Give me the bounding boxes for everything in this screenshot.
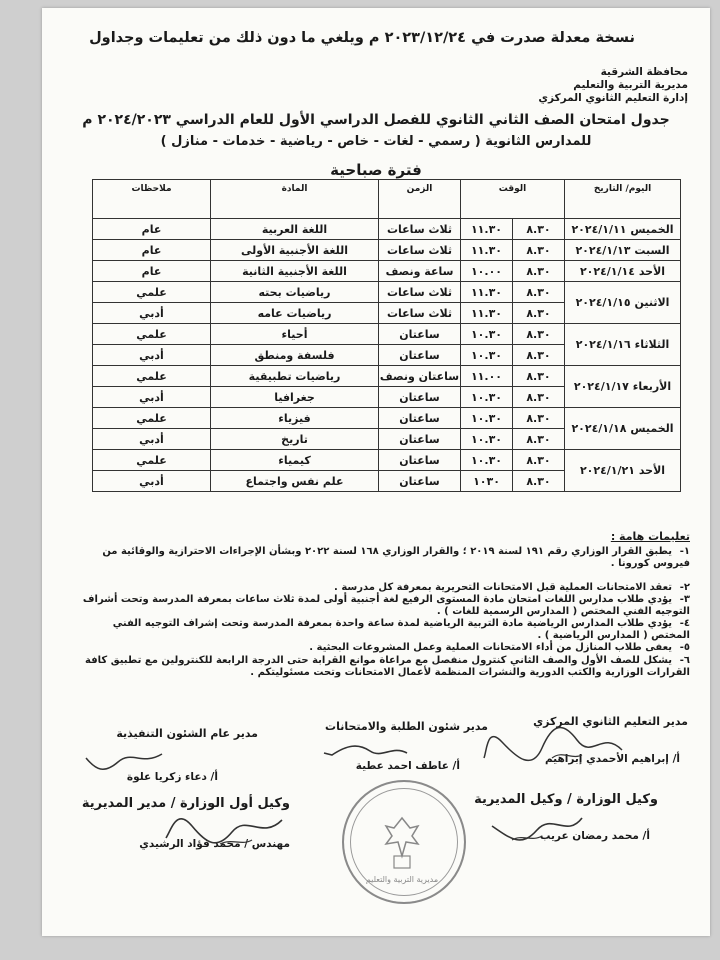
notes-cell: علمي: [93, 366, 211, 387]
signature-title-first-undersecretary: وكيل أول الوزارة / مدير المديرية: [81, 796, 290, 811]
duration-cell: ساعتان: [379, 429, 461, 450]
instruction-item: [80, 655, 690, 679]
revision-note: نسخة معدلة صدرت في ٢٠٢٣/١٢/٢٤ م ويلغي ما دون ذلك من تعليمات وجداول: [89, 30, 635, 46]
time-from-cell: ٨.٣٠: [513, 303, 565, 324]
instruction-text: يؤدي طلاب المدارس الرياضية مادة التربية الرياضية لمدة ساعة واحدة بمعرفة المدرسة وتحت إشراف التوجيه الفني المختص ( المدارس الرياضية ) .: [112, 618, 690, 641]
header-notes: ملاحظات: [93, 180, 211, 219]
notes-cell: علمي: [93, 324, 211, 345]
subject-cell: رياضيات بحته: [211, 282, 379, 303]
time-to-cell: ١٠.٣٠: [461, 450, 513, 471]
instruction-text: يطبق القرار الوزاري رقم ١٩١ لسنة ٢٠١٩ ؛ والقرار الوزاري ١٦٨ لسنة ٢٠٢٢ وبشأن الإجراءات الاحترازية والوقائية من فيروس كورونا .: [102, 546, 690, 569]
subject-cell: اللغة الأجنبية الثانية: [211, 261, 379, 282]
signature-scribble-students-affairs: [322, 741, 412, 763]
subject-cell: رياضيات عامه: [211, 303, 379, 324]
instruction-text: يؤدي طلاب مدارس اللغات امتحان مادة المستوى الرفيع لغة أجنبية أولى لمدة ثلاث ساعات بمعرفة المدرسة وتحت أشراف التوجيه الفني المختص ( المدارس الرسمية للغات ) .: [82, 594, 690, 617]
table-row: [93, 366, 681, 387]
subject-cell: فلسفة ومنطق: [211, 345, 379, 366]
time-to-cell: ١١.٠٠: [461, 366, 513, 387]
time-to-cell: ١١.٣٠: [461, 282, 513, 303]
table-row: [93, 261, 681, 282]
signature-scribble-undersecretary: [482, 808, 592, 843]
instruction-item: [80, 618, 690, 642]
instruction-text: يعفى طلاب المنازل من أداء الامتحانات العملية وعمل المشروعات البحثية .: [309, 642, 672, 653]
table-row: [93, 219, 681, 240]
notes-cell: علمي: [93, 408, 211, 429]
authority-governorate: محافظة الشرقية: [600, 66, 688, 78]
signature-title-secondary-director: مدير التعليم الثانوي المركزي: [533, 715, 688, 728]
instruction-text: تعقد الامتحانات العملية قبل الامتحانات التحريرية بمعرفة كل مدرسة .: [334, 582, 672, 593]
table-row: [93, 282, 681, 303]
time-from-cell: ٨.٣٠: [513, 261, 565, 282]
day-date-cell: السبت ٢٠٢٤/١/١٣: [565, 240, 681, 261]
time-to-cell: ١٠.٣٠: [461, 387, 513, 408]
day-date-cell: الأحد ٢٠٢٤/١/١٤: [565, 261, 681, 282]
time-from-cell: ٨.٣٠: [513, 429, 565, 450]
day-date-cell: الأحد ٢٠٢٤/١/٢١: [565, 450, 681, 492]
instruction-item: [80, 642, 690, 654]
day-date-cell: الخميس ٢٠٢٤/١/١٨: [565, 408, 681, 450]
instruction-number: ٦-: [679, 655, 690, 666]
table-header-row: [93, 180, 681, 219]
signature-name-secondary-director: أ/ إبراهيم الأحمدي إبراهيم: [544, 753, 680, 765]
notes-cell: علمي: [93, 282, 211, 303]
session-label: فترة صباحية: [330, 161, 422, 179]
notes-cell: علمي: [93, 450, 211, 471]
notes-cell: أدبي: [93, 303, 211, 324]
time-from-cell: ٨.٣٠: [513, 408, 565, 429]
signature-scribble-executive-affairs: [82, 746, 172, 774]
time-to-cell: ١١.٣٠: [461, 240, 513, 261]
day-date-cell: الأربعاء ٢٠٢٤/١/١٧: [565, 366, 681, 408]
time-from-cell: ٨.٣٠: [513, 324, 565, 345]
instruction-number: ٥-: [679, 642, 690, 653]
duration-cell: ثلاث ساعات: [379, 240, 461, 261]
time-from-cell: ٨.٣٠: [513, 345, 565, 366]
day-date-cell: الثلاثاء ٢٠٢٤/١/١٦: [565, 324, 681, 366]
notes-cell: أدبي: [93, 429, 211, 450]
time-from-cell: ٨.٣٠: [513, 282, 565, 303]
subject-cell: كيمياء: [211, 450, 379, 471]
signature-title-students-affairs: مدير شئون الطلبة والامتحانات: [325, 720, 488, 733]
authority-department: إدارة التعليم الثانوي المركزي: [538, 92, 688, 104]
time-to-cell: ١٠.٣٠: [461, 345, 513, 366]
table-row: [93, 408, 681, 429]
subject-cell: رياضيات تطبيقية: [211, 366, 379, 387]
instruction-number: ٢-: [679, 582, 690, 593]
duration-cell: ثلاث ساعات: [379, 219, 461, 240]
header-duration: الزمن: [379, 180, 461, 219]
official-stamp-icon: [342, 780, 466, 904]
signature-scribble-first-undersecretary: [162, 808, 292, 848]
time-to-cell: ١١.٣٠: [461, 303, 513, 324]
exam-schedule-table: [92, 179, 681, 492]
notes-cell: أدبي: [93, 345, 211, 366]
duration-cell: ساعتان: [379, 345, 461, 366]
signature-name-executive-affairs: أ/ دعاء زكريا علوة: [126, 771, 218, 783]
instruction-item: [80, 594, 690, 618]
instruction-item: [80, 582, 690, 594]
time-from-cell: ٨.٣٠: [513, 471, 565, 492]
time-to-cell: ١٠٣٠: [461, 471, 513, 492]
instruction-text: يشكل للصف الأول والصف الثاني كنترول منفصل مع مراعاة موانع القرابة حتى الدرجة الرابعة للكنترولين مع تطبيق كافة القرارات الوزارية والكتب الدورية والنشرات المنظمة لأعمال الامتحانات وتحت مسئوليتكم .: [85, 655, 690, 678]
day-date-cell: الخميس ٢٠٢٤/١/١١: [565, 219, 681, 240]
stamp-text: مديرية التربية والتعليم: [365, 875, 439, 884]
duration-cell: ساعة ونصف: [379, 261, 461, 282]
subject-cell: علم نفس واجتماع: [211, 471, 379, 492]
header-time: الوقت: [461, 180, 565, 219]
time-from-cell: ٨.٣٠: [513, 450, 565, 471]
instructions-title: تعليمات هامة :: [610, 530, 690, 543]
notes-cell: عام: [93, 219, 211, 240]
signature-name-students-affairs: أ/ عاطف احمد عطية: [355, 760, 460, 772]
schedule-title: جدول امتحان الصف الثاني الثانوي للفصل الدراسي الأول للعام الدراسي ٢٠٢٤/٢٠٢٣ م: [82, 112, 670, 128]
instruction-number: ٣-: [679, 594, 690, 605]
duration-cell: ثلاث ساعات: [379, 282, 461, 303]
time-from-cell: ٨.٣٠: [513, 219, 565, 240]
duration-cell: ساعتان: [379, 408, 461, 429]
header-day-date: اليوم/ التاريخ: [565, 180, 681, 219]
schedule-subtitle: للمدارس الثانوية ( رسمي - لغات - خاص - رياضية - خدمات - منازل ): [160, 134, 592, 149]
table-row: [93, 240, 681, 261]
duration-cell: ساعتان: [379, 471, 461, 492]
time-from-cell: ٨.٣٠: [513, 387, 565, 408]
authority-directorate: مديرية التربية والتعليم: [573, 79, 688, 91]
time-to-cell: ١١.٣٠: [461, 219, 513, 240]
time-to-cell: ١٠.٠٠: [461, 261, 513, 282]
signature-name-first-undersecretary: مهندس / محمد فؤاد الرشيدي: [139, 838, 290, 850]
day-date-cell: الاثنين ٢٠٢٤/١/١٥: [565, 282, 681, 324]
notes-cell: عام: [93, 261, 211, 282]
duration-cell: ثلاث ساعات: [379, 303, 461, 324]
signature-title-executive-affairs: مدير عام الشئون التنفيذية: [116, 727, 258, 740]
notes-cell: أدبي: [93, 387, 211, 408]
subject-cell: جغرافيا: [211, 387, 379, 408]
header-subject: المادة: [211, 180, 379, 219]
subject-cell: تاريخ: [211, 429, 379, 450]
table-row: [93, 450, 681, 471]
time-from-cell: ٨.٣٠: [513, 240, 565, 261]
instruction-number: ٤-: [679, 618, 690, 629]
duration-cell: ساعتان: [379, 387, 461, 408]
signature-scribble-secondary-director: [482, 720, 632, 765]
duration-cell: ساعتان: [379, 324, 461, 345]
time-to-cell: ١٠.٣٠: [461, 408, 513, 429]
instruction-item: [80, 546, 690, 570]
notes-cell: أدبي: [93, 471, 211, 492]
signature-name-undersecretary: أ/ محمد رمضان عريب: [539, 830, 650, 842]
instruction-number: ١-: [679, 546, 690, 557]
signature-title-undersecretary: وكيل الوزارة / وكيل المديرية: [474, 792, 658, 807]
document-page: [42, 8, 710, 936]
duration-cell: ساعتان ونصف: [379, 366, 461, 387]
time-from-cell: ٨.٣٠: [513, 366, 565, 387]
time-to-cell: ١٠.٣٠: [461, 324, 513, 345]
subject-cell: اللغة الأجنبية الأولى: [211, 240, 379, 261]
subject-cell: فيزياء: [211, 408, 379, 429]
table-row: [93, 324, 681, 345]
time-to-cell: ١٠.٣٠: [461, 429, 513, 450]
duration-cell: ساعتان: [379, 450, 461, 471]
subject-cell: اللغة العربية: [211, 219, 379, 240]
notes-cell: عام: [93, 240, 211, 261]
subject-cell: أحياء: [211, 324, 379, 345]
